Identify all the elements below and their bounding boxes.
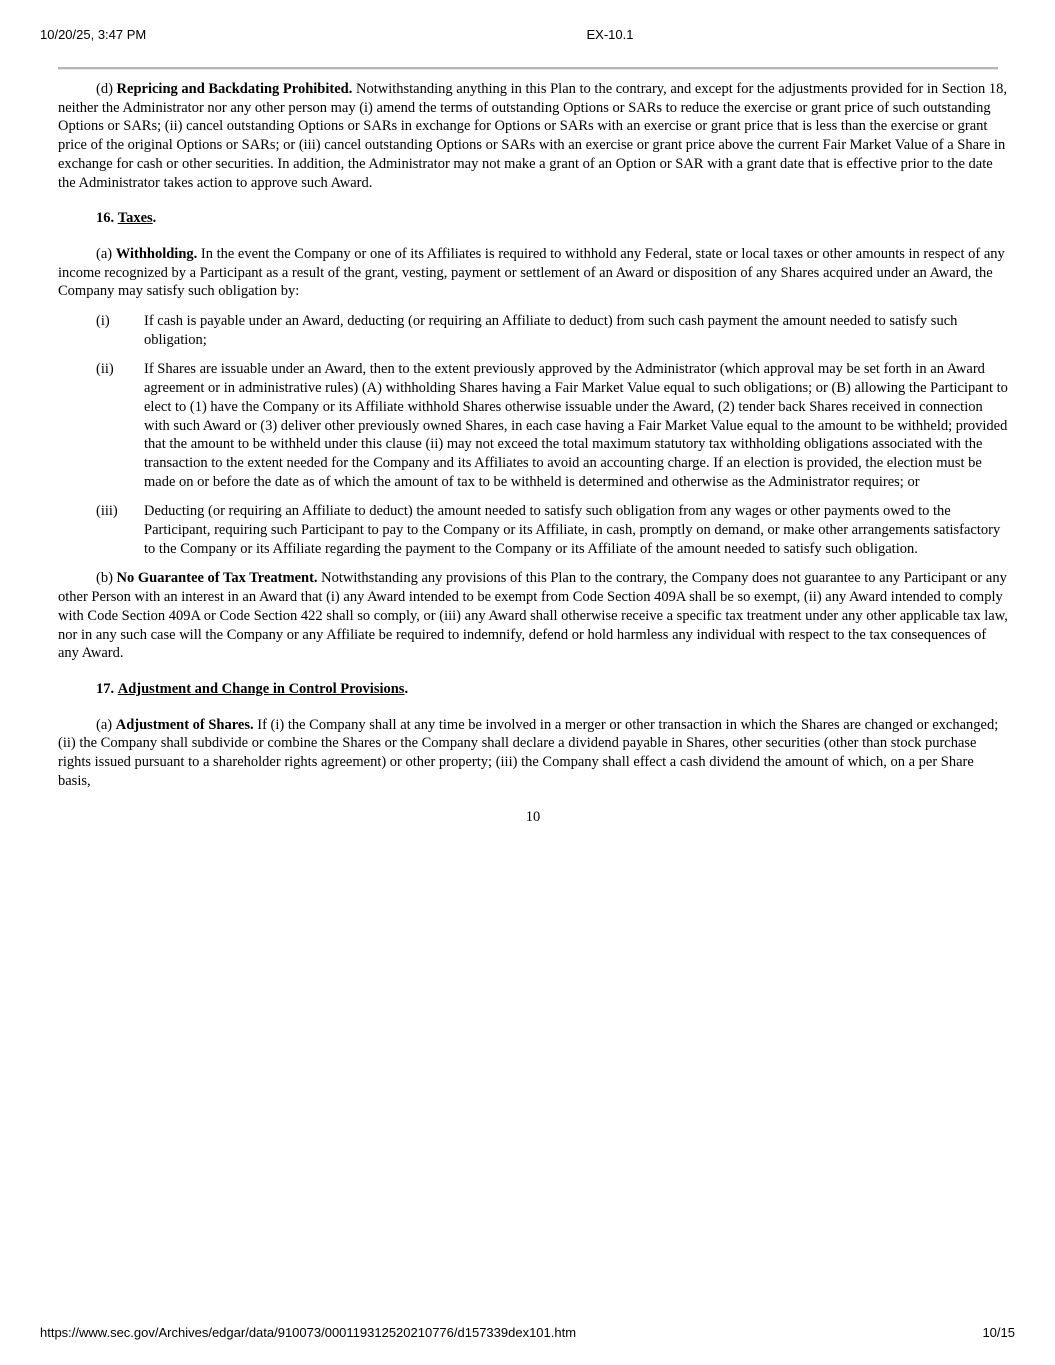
section-17-number: 17. [96, 680, 115, 697]
section-17a-paragraph [58, 716, 1008, 791]
document-body [58, 80, 1008, 826]
section-17-period: . [404, 680, 409, 697]
withholding-clauses-list [58, 312, 1008, 558]
print-header [0, 27, 1055, 45]
section-16-heading [58, 209, 1008, 228]
section-17-title: Adjustment and Change in Control Provisions [117, 680, 405, 697]
list-item [58, 360, 1008, 491]
print-document-title: EX-10.1 [586, 27, 634, 42]
section-17a-title: Adjustment of Shares. [115, 716, 254, 733]
section-15d-text: Notwithstanding anything in this Plan to the contrary, and except for the adjustments provided for in Section 18, neither the Administrator nor any other person may (i) amend the terms of outstanding Options or SARs to reduce the exercise or grant price of such outstanding Options or SARs; (ii) cancel outstanding Options or SARs in exchange for Options or SARs with an exercise or grant price that is less than the exercise or grant price of the original Options or SARs; or (iii) cancel outstanding Options or SARs with an exercise or grant price above the current Fair Market Value of a Share in exchange for cash or other securities. In addition, the Administrator may not make a grant of an Option or SAR with a grant date that is effective prior to the date the Administrator takes action to approve such Award. [58, 81, 1008, 191]
list-item [58, 312, 1008, 349]
section-16a-label: (a) [96, 245, 113, 262]
section-16a-paragraph [58, 245, 1008, 301]
section-17a-label: (a) [96, 716, 113, 733]
section-16a-text: In the event the Company or one of its Affiliates is required to withhold any Federal, state or local taxes or other amounts in respect of any income recognized by a Participant as a result of the grant, vesting, payment or settlement of an Award or disposition of any Shares acquired under an Award, the Company may satisfy such obligation by: [58, 245, 1005, 300]
section-16a-title: Withholding. [115, 245, 198, 262]
section-17a-text: If (i) the Company shall at any time be involved in a merger or other transaction in which the Shares are changed or exchanged; (ii) the Company shall subdivide or combine the Shares or the Company shall declare a dividend payable in Shares, other securities (other than stock purchase rights issued pursuant to a shareholder rights agreement) or other property; (iii) the Company shall effect a cash dividend the amount of which, on a per Share basis, [58, 716, 999, 789]
clause-marker: (iii) [96, 503, 118, 520]
section-16-number: 16. [96, 210, 115, 227]
list-item [58, 502, 1008, 558]
section-16b-label: (b) [96, 570, 113, 587]
section-17-heading [58, 680, 1008, 699]
section-16b-paragraph [58, 569, 1008, 663]
clause-marker: (i) [96, 313, 110, 330]
section-15d-paragraph [58, 80, 1008, 192]
section-16b-text: Notwithstanding any provisions of this Plan to the contrary, the Company does not guarantee to any Participant or any other Person with an interest in an Award that (i) any Award intended to be exempt from Code Section 409A shall be so exempt, (ii) any Award intended to comply with Code Section 409A or Code Section 422 shall so comply, or (iii) any Award shall otherwise receive a specific tax treatment under any other applicable tax law, nor in any such case will the Company or any Affiliate be required to indemnify, defend or hold harmless any individual with respect to the tax consequences of any Award. [58, 570, 1008, 662]
clause-marker: (ii) [96, 361, 114, 378]
clause-text: If Shares are issuable under an Award, then to the extent previously approved by the Administrator (which approval may be set forth in an Award agreement or in administrative rules) (A) withholding Shares having a Fair Market Value equal to such obligations; or (B) allowing the Participant to elect to (1) have the Company or its Affiliate withhold Shares otherwise issuable under the Award, (2) tender back Shares received in connection with such Award or (3) deliver other previously owned Shares, in each case having a Fair Market Value equal to the amount to be withheld; provided that the amount to be withheld under this clause (ii) may not exceed the total maximum statutory tax withholding obligations associated with the transaction to the extent needed for the Company and its Affiliates to avoid an accounting charge. If an election is provided, the election must be made on or before the date as of which the amount of tax to be withheld is determined and otherwise as the Administrator requires; or [144, 361, 1008, 490]
print-timestamp: 10/20/25, 3:47 PM [40, 27, 147, 42]
section-16-period: . [152, 210, 157, 227]
print-page-counter: 10/15 [982, 1325, 1015, 1340]
page-number: 10 [525, 808, 541, 825]
print-footer [0, 1325, 1055, 1343]
section-15d-title: Repricing and Backdating Prohibited. [116, 81, 353, 97]
print-url[interactable]: https://www.sec.gov/Archives/edgar/data/910073/000119312520210776/d157339dex101.htm [40, 1325, 577, 1340]
horizontal-rule [58, 67, 998, 70]
section-16-title: Taxes [117, 210, 153, 227]
section-15d-label: (d) [96, 81, 113, 97]
section-16b-title: No Guarantee of Tax Treatment. [116, 570, 318, 587]
clause-text: If cash is payable under an Award, deducting (or requiring an Affiliate to deduct) from such cash payment the amount needed to satisfy such obligation; [144, 313, 958, 348]
clause-text: Deducting (or requiring an Affiliate to deduct) the amount needed to satisfy such obligation from any wages or other payments owed to the Participant, requiring such Participant to pay to the Company or its Affiliate, in cash, promptly on demand, or make other arrangements satisfactory to the Company or its Affiliate regarding the payment to the Company or its Affiliate of the amount needed to satisfy such obligation. [144, 503, 1001, 557]
